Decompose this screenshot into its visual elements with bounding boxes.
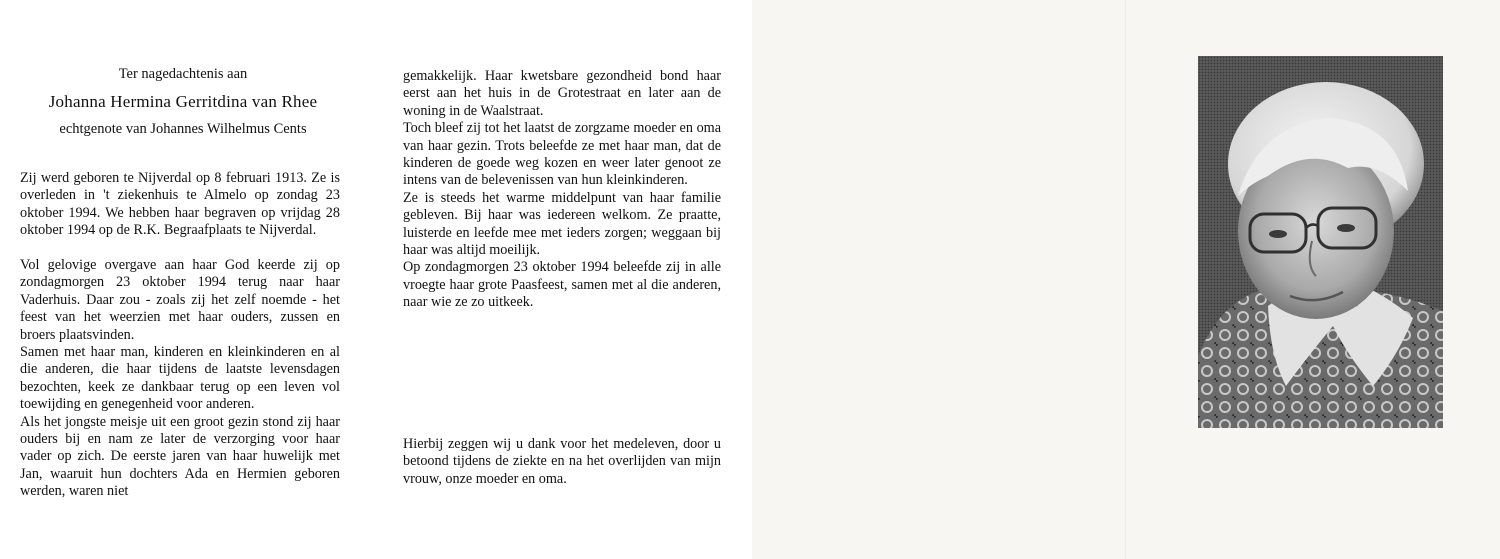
spouse-line: echtgenote van Johannes Wilhelmus Cents xyxy=(59,121,307,137)
paragraph-faith: Vol gelovige overgave aan haar God keerde zij op zondagmorgen 23 oktober 1994 terug naar haar Vaderhuis. Daar zou - zoals zij het zelf noemde - het feest van het weerzien met haar ouders, zussen en broers plaatsvinden. xyxy=(20,257,340,343)
paragraph-health: gemakkelijk. Haar kwetsbare gezondheid bond haar eerst aan het huis in de Grotestraat en later aan de woning in de Waalstraat. xyxy=(403,68,721,119)
heading-intro: Ter nagedachtenis aan xyxy=(118,66,248,82)
card-fold-line xyxy=(1125,0,1127,559)
biography-column-right xyxy=(403,68,721,312)
paragraph-easter: Op zondagmorgen 23 oktober 1994 beleefde zij in alle vroegte haar grote Paasfeest, samen met al die anderen, naar wie ze zo uitkeek. xyxy=(403,259,721,311)
thanks-text: Hierbij zeggen wij u dank voor het medeleven, door u betoond tijdens de ziekte en na het overlijden van mijn vrouw, onze moeder en oma. xyxy=(403,436,721,487)
paragraph-youth: Als het jongste meisje uit een groot gezin stond zij haar ouders bij en nam ze later de verzorging voor haar vader op zich. De eerste jaren van haar huwelijk met Jan, waaruit hun dochters Ada en Hermien geboren werden, waren niet xyxy=(20,413,340,500)
thanks-note xyxy=(403,436,721,488)
deceased-name: Johanna Hermina Gerritdina van Rhee xyxy=(48,92,318,111)
paragraph-warmth: Ze is steeds het warme middelpunt van haar familie gebleven. Bij haar was iedereen welkom. Ze praatte, luisterde en leefde mee met ieders zorgen; weggaan bij haar was altijd moeilijk. xyxy=(403,189,721,259)
paragraph-family: Samen met haar man, kinderen en kleinkinderen en al die anderen, die haar tijdens de laatste levensdagen bezochten, keek ze dankbaar terug op een leven vol toewijding en genegenheid voor anderen. xyxy=(20,344,340,413)
portrait-photo xyxy=(1198,56,1443,428)
paragraph-mother: Toch bleef zij tot het laatst de zorgzame moeder en oma van haar gezin. Trots beleefde ze met haar man, dat de kinderen de goede weg kozen en weer later genoot ze intens van de belevenissen van hun kleinkinderen. xyxy=(403,120,721,189)
paragraph-birth-death: Zij werd geboren te Nijverdal op 8 februari 1913. Ze is overleden in 't ziekenhuis te Almelo op zondag 23 oktober 1994. We hebben haar begraven op vrijdag 28 oktober 1994 op de R.K. Begraafplaats te Nijverdal. xyxy=(20,170,340,239)
biography-column-left xyxy=(20,170,340,501)
